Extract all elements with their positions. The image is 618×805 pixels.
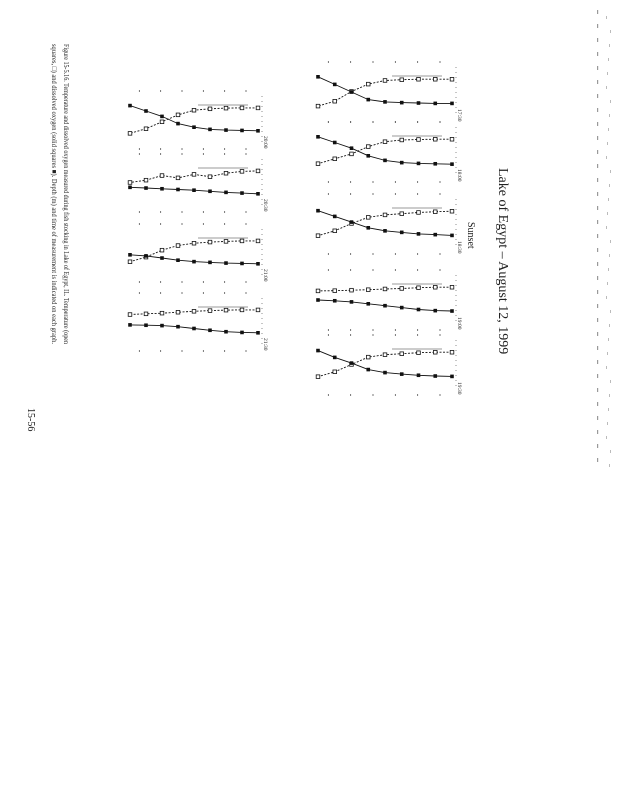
oxygen-point xyxy=(208,189,212,193)
oxygen-point xyxy=(176,258,180,262)
oxygen-point xyxy=(433,162,437,166)
scan-noise-mark xyxy=(597,332,598,336)
oxygen-point xyxy=(417,373,421,377)
scan-noise-mark xyxy=(610,240,611,243)
scan-noise-mark xyxy=(597,52,598,56)
oxygen-point xyxy=(350,361,354,365)
temperature-point xyxy=(240,106,244,110)
temperature-point xyxy=(192,108,196,112)
oxygen-point xyxy=(128,253,132,257)
temperature-point xyxy=(208,175,212,179)
oxygen-point xyxy=(383,229,387,233)
oxygen-point xyxy=(366,368,370,372)
temperature-point xyxy=(256,169,260,173)
scan-noise-mark xyxy=(597,290,598,294)
oxygen-point xyxy=(417,232,421,236)
temperature-point xyxy=(208,309,212,313)
oxygen-point xyxy=(333,215,337,219)
temperature-point xyxy=(256,308,260,312)
scan-noise-mark xyxy=(597,374,598,378)
temperature-point xyxy=(144,127,148,131)
temperature-point xyxy=(224,171,228,175)
figure-title: Lake of Egypt – August 12, 1999 xyxy=(495,168,510,355)
oxygen-point xyxy=(350,300,354,304)
temperature-point xyxy=(333,157,337,161)
temperature-point xyxy=(160,120,164,124)
oxygen-point xyxy=(366,302,370,306)
temperature-point xyxy=(383,79,387,83)
scan-noise-mark xyxy=(610,380,611,383)
oxygen-point xyxy=(400,101,404,105)
bottom-row-panel-b3 xyxy=(128,223,268,283)
oxygen-point xyxy=(160,187,164,191)
temperature-point xyxy=(316,375,320,379)
oxygen-point xyxy=(256,262,260,266)
temperature-point xyxy=(176,176,180,180)
oxygen-point xyxy=(224,191,228,195)
temperature-point xyxy=(224,106,228,110)
temperature-point xyxy=(450,77,454,81)
scan-noise-mark xyxy=(597,444,598,448)
scan-noise-mark xyxy=(597,122,598,126)
oxygen-point xyxy=(350,146,354,150)
oxygen-point xyxy=(192,125,196,129)
temperature-point xyxy=(383,287,387,291)
temperature-point xyxy=(192,241,196,245)
scan-noise-mark xyxy=(597,136,598,140)
temperature-point xyxy=(450,285,454,289)
temperature-point xyxy=(240,170,244,174)
scan-noise-mark xyxy=(609,394,610,397)
scan-noise-mark xyxy=(609,184,610,187)
scan-noise-mark xyxy=(608,58,609,61)
oxygen-point xyxy=(224,128,228,132)
oxygen-point xyxy=(176,122,180,126)
oxygen-point xyxy=(417,162,421,166)
temperature-point xyxy=(383,140,387,144)
oxygen-point xyxy=(176,325,180,329)
oxygen-point xyxy=(383,371,387,375)
scan-noise-mark xyxy=(597,234,598,238)
oxygen-point xyxy=(333,356,337,360)
oxygen-point xyxy=(192,327,196,331)
oxygen-point xyxy=(240,129,244,133)
scan-noise-mark xyxy=(607,282,608,285)
temperature-point xyxy=(144,178,148,182)
oxygen-point xyxy=(417,308,421,312)
temperature-point xyxy=(316,289,320,293)
page-number: 15-56 xyxy=(25,408,36,432)
panel-time-label: 20:30 xyxy=(262,199,268,212)
temperature-point xyxy=(450,209,454,213)
temperature-point xyxy=(208,107,212,111)
scan-noise-mark xyxy=(597,178,598,182)
scan-noise-mark xyxy=(609,324,610,327)
temperature-point xyxy=(400,212,404,216)
oxygen-point xyxy=(450,162,454,166)
scan-noise-mark xyxy=(597,402,598,406)
oxygen-point xyxy=(433,309,437,313)
oxygen-point xyxy=(433,233,437,237)
temperature-point xyxy=(333,289,337,293)
temperature-point xyxy=(366,216,370,220)
oxygen-point xyxy=(224,261,228,265)
temperature-point xyxy=(350,152,354,156)
temperature-point xyxy=(333,99,337,103)
scan-noise-mark xyxy=(597,66,598,70)
panel-time-label: 18:30 xyxy=(456,241,462,254)
scan-noise-mark xyxy=(606,296,607,299)
scan-noise-mark xyxy=(607,72,608,75)
oxygen-point xyxy=(316,298,320,302)
oxygen-point xyxy=(208,128,212,132)
scan-edge-noise xyxy=(588,0,618,480)
scan-noise-mark xyxy=(597,206,598,210)
temperature-point xyxy=(208,240,212,244)
oxygen-point xyxy=(240,262,244,266)
temperature-point xyxy=(400,78,404,82)
oxygen-point xyxy=(128,323,132,327)
temperature-point xyxy=(383,353,387,357)
scan-noise-mark xyxy=(606,226,607,229)
oxygen-point xyxy=(450,309,454,313)
scan-noise-mark xyxy=(610,30,611,33)
panel-time-label: 19:00 xyxy=(456,317,462,330)
temperature-point xyxy=(128,313,132,317)
scan-noise-mark xyxy=(607,422,608,425)
section-label: Sunset xyxy=(465,222,476,249)
temperature-point xyxy=(256,239,260,243)
oxygen-point xyxy=(224,330,228,334)
scan-noise-mark xyxy=(610,170,611,173)
panel-time-label: 18:00 xyxy=(456,169,462,182)
scan-noise-mark xyxy=(607,352,608,355)
oxygen-point xyxy=(208,261,212,265)
bottom-row-panel-b1 xyxy=(128,90,268,150)
temperature-point xyxy=(144,312,148,316)
scan-noise-mark xyxy=(597,346,598,350)
oxygen-point xyxy=(400,161,404,165)
oxygen-point xyxy=(240,331,244,335)
panel-time-label: 19:30 xyxy=(456,382,462,395)
scan-noise-mark xyxy=(608,198,609,201)
oxygen-point xyxy=(383,304,387,308)
oxygen-point xyxy=(144,186,148,190)
temperature-point xyxy=(383,213,387,217)
temperature-point xyxy=(224,308,228,312)
temperature-point xyxy=(128,260,132,264)
oxygen-point xyxy=(383,159,387,163)
scan-noise-mark xyxy=(597,304,598,308)
scan-noise-mark xyxy=(597,416,598,420)
oxygen-point xyxy=(350,220,354,224)
oxygen-point xyxy=(144,323,148,327)
temperature-point xyxy=(192,173,196,177)
oxygen-point xyxy=(383,100,387,104)
temperature-point xyxy=(256,106,260,110)
scan-noise-mark xyxy=(606,366,607,369)
temperature-point xyxy=(433,137,437,141)
temperature-point xyxy=(366,355,370,359)
profile-panels xyxy=(128,61,462,396)
temperature-point xyxy=(128,132,132,136)
oxygen-point xyxy=(256,129,260,133)
scan-noise-mark xyxy=(610,100,611,103)
oxygen-point xyxy=(208,328,212,332)
temperature-point xyxy=(176,113,180,117)
oxygen-point xyxy=(316,209,320,213)
figure-caption-line-2: squares, □) and dissolved oxygen (solid squares ■). Depth (m) and time of measurement is indicated on each graph. xyxy=(50,44,58,377)
scan-noise-mark xyxy=(608,268,609,271)
bottom-row-panel-b4 xyxy=(128,292,268,352)
scan-noise-mark xyxy=(597,248,598,252)
panel-time-label: 20:00 xyxy=(262,136,268,149)
scan-noise-mark xyxy=(606,436,607,439)
bottom-row-panel-b2 xyxy=(128,153,268,213)
oxygen-point xyxy=(433,102,437,106)
top-row-panel-t4 xyxy=(316,269,462,331)
temperature-point xyxy=(400,287,404,291)
scan-noise-mark xyxy=(597,80,598,84)
temperature-point xyxy=(240,308,244,312)
oxygen-point xyxy=(192,188,196,192)
temperature-point xyxy=(450,137,454,141)
panel-time-label: 21:30 xyxy=(262,338,268,351)
scan-noise-mark xyxy=(607,142,608,145)
temperature-point xyxy=(417,77,421,81)
oxygen-point xyxy=(417,101,421,105)
scan-noise-mark xyxy=(597,24,598,28)
oxygen-point xyxy=(160,115,164,119)
temperature-point xyxy=(192,310,196,314)
scan-noise-mark xyxy=(597,192,598,196)
scan-noise-mark xyxy=(597,458,598,462)
oxygen-point xyxy=(240,191,244,195)
temperature-point xyxy=(417,138,421,142)
oxygen-point xyxy=(256,331,260,335)
oxygen-point xyxy=(256,192,260,196)
scan-noise-mark xyxy=(609,254,610,257)
temperature-point xyxy=(417,286,421,290)
top-row-panel-t5 xyxy=(316,334,462,396)
scan-noise-mark xyxy=(608,338,609,341)
oxygen-point xyxy=(400,306,404,310)
oxygen-point xyxy=(400,231,404,235)
oxygen-point xyxy=(128,104,132,108)
oxygen-point xyxy=(160,324,164,328)
panel-time-label: 21:00 xyxy=(262,269,268,282)
temperature-point xyxy=(333,229,337,233)
temperature-point xyxy=(160,248,164,252)
oxygen-point xyxy=(366,98,370,102)
temperature-point xyxy=(176,244,180,248)
top-row-panel-t3 xyxy=(316,193,462,255)
scan-noise-mark xyxy=(607,212,608,215)
scan-noise-mark xyxy=(608,128,609,131)
temperature-point xyxy=(333,370,337,374)
scan-noise-mark xyxy=(597,150,598,154)
oxygen-point xyxy=(176,188,180,192)
scan-noise-mark xyxy=(597,94,598,98)
scan-noise-mark xyxy=(597,262,598,266)
oxygen-point xyxy=(400,372,404,376)
scan-noise-mark xyxy=(597,430,598,434)
oxygen-point xyxy=(366,226,370,230)
oxygen-point xyxy=(316,75,320,79)
temperature-point xyxy=(417,211,421,215)
scan-noise-mark xyxy=(610,450,611,453)
scan-noise-mark xyxy=(606,86,607,89)
temperature-point xyxy=(433,285,437,289)
temperature-point xyxy=(224,240,228,244)
oxygen-point xyxy=(450,375,454,379)
oxygen-point xyxy=(316,349,320,353)
scan-noise-mark xyxy=(597,220,598,224)
scan-noise-mark xyxy=(597,164,598,168)
scan-noise-mark xyxy=(597,388,598,392)
temperature-point xyxy=(350,288,354,292)
oxygen-point xyxy=(144,109,148,113)
oxygen-point xyxy=(450,102,454,106)
scan-noise-mark xyxy=(606,156,607,159)
temperature-point xyxy=(433,210,437,214)
scan-noise-mark xyxy=(597,10,598,14)
temperature-point xyxy=(160,174,164,178)
scan-noise-mark xyxy=(597,360,598,364)
temperature-point xyxy=(240,239,244,243)
scan-noise-mark xyxy=(597,108,598,112)
scan-noise-mark xyxy=(609,114,610,117)
oxygen-point xyxy=(144,254,148,258)
temperature-point xyxy=(316,234,320,238)
temperature-point xyxy=(400,352,404,356)
temperature-point xyxy=(366,145,370,149)
oxygen-point xyxy=(333,299,337,303)
oxygen-point xyxy=(192,260,196,264)
temperature-point xyxy=(316,104,320,108)
scan-noise-mark xyxy=(597,318,598,322)
scan-noise-mark xyxy=(610,310,611,313)
scan-noise-mark xyxy=(597,276,598,280)
scan-noise-mark xyxy=(609,464,610,467)
temperature-point xyxy=(400,138,404,142)
oxygen-point xyxy=(160,256,164,260)
scan-noise-mark xyxy=(606,16,607,19)
top-row-panel-t2 xyxy=(316,121,462,183)
oxygen-point xyxy=(128,186,132,190)
scan-noise-mark xyxy=(597,38,598,42)
oxygen-point xyxy=(333,141,337,145)
oxygen-point xyxy=(450,234,454,238)
temperature-point xyxy=(176,310,180,314)
top-row-panel-t1 xyxy=(316,61,462,123)
scan-noise-mark xyxy=(608,408,609,411)
temperature-point xyxy=(450,350,454,354)
figure-caption-line-1: Figure 15-5.16. Temperature and dissolved oxygen measured during fish stocking in Lake of Egypt, IL. Temperature (open xyxy=(62,44,70,398)
oxygen-point xyxy=(333,83,337,87)
temperature-point xyxy=(316,162,320,166)
temperature-point xyxy=(417,351,421,355)
temperature-point xyxy=(433,77,437,81)
temperature-point xyxy=(128,181,132,185)
oxygen-point xyxy=(433,374,437,378)
scan-noise-mark xyxy=(609,44,610,47)
temperature-point xyxy=(366,82,370,86)
temperature-point xyxy=(366,288,370,292)
panel-time-label: 17:30 xyxy=(456,109,462,122)
temperature-point xyxy=(160,311,164,315)
oxygen-point xyxy=(350,90,354,94)
temperature-point xyxy=(433,350,437,354)
oxygen-point xyxy=(366,154,370,158)
oxygen-point xyxy=(316,135,320,139)
